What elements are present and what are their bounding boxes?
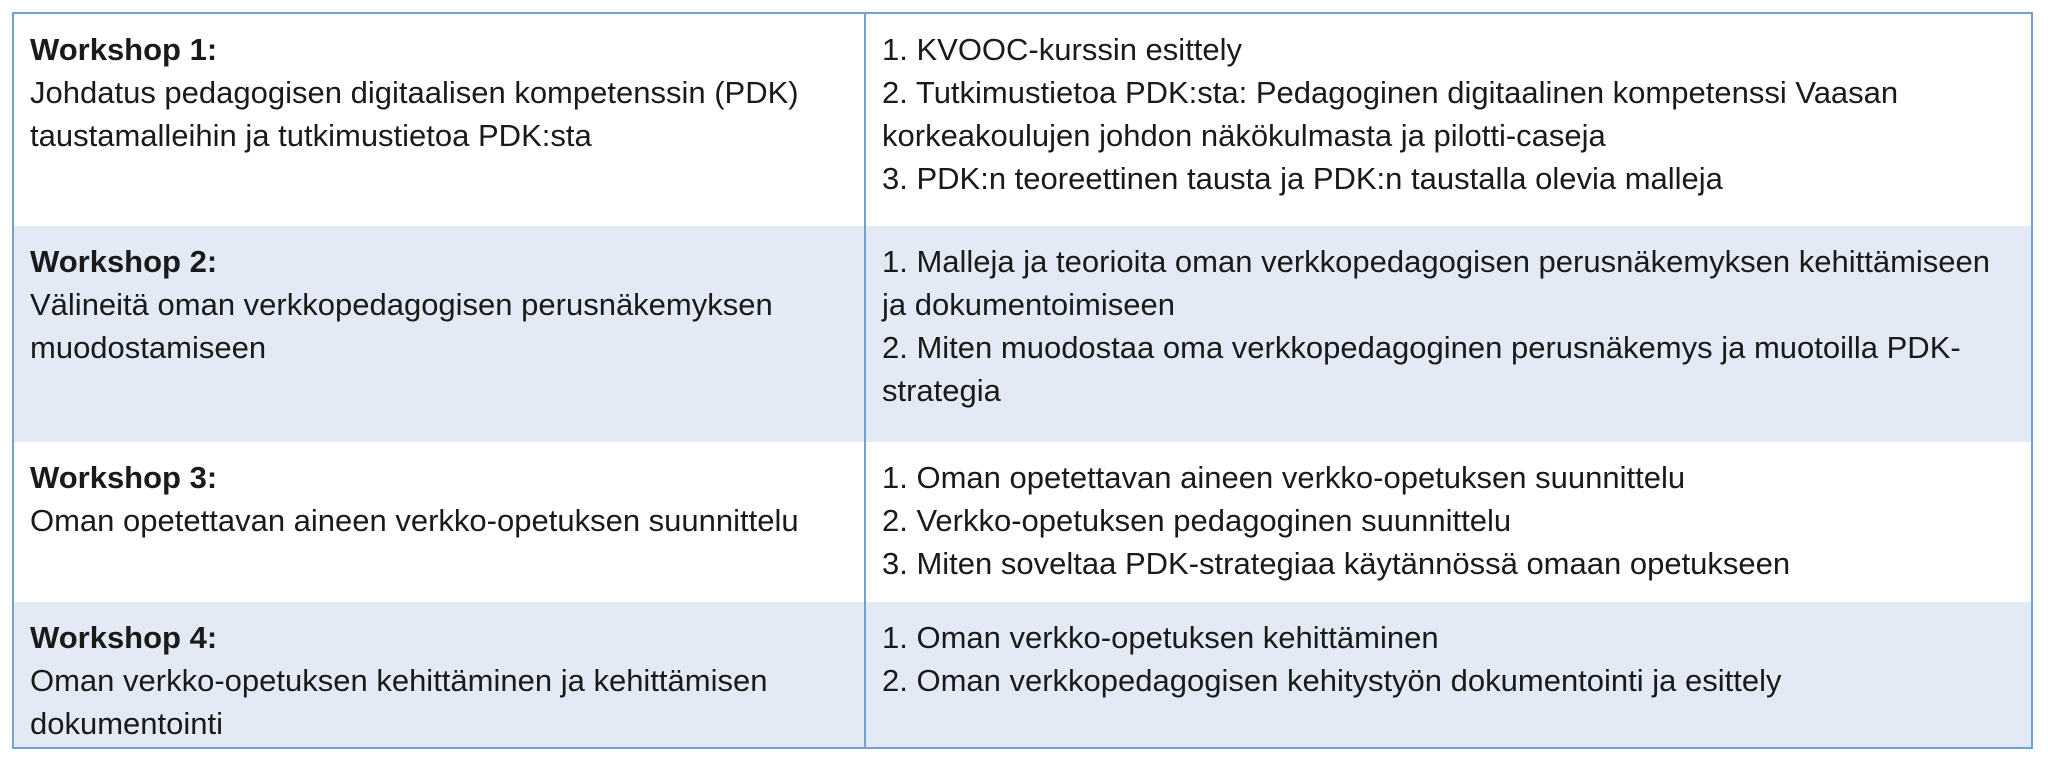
workshop-3-contents xyxy=(866,442,2031,602)
workshop-3-title: Workshop 3: xyxy=(30,460,218,495)
workshop-1-item-2: 2. Tutkimustietoa PDK:sta: Pedagoginen digitaalinen kompetenssi Vaasan korkeakoulujen johdon näkökulmasta ja pilotti-caseja xyxy=(882,75,1899,153)
workshop-3-description: Oman opetettavan aineen verkko-opetuksen suunnittelu xyxy=(30,503,799,538)
workshop-1-item-1: 1. KVOOC-kurssin esittely xyxy=(882,32,1243,67)
workshop-2-description: Välineitä oman verkkopedagogisen perusnäkemyksen muodostamiseen xyxy=(30,287,773,365)
workshop-2-item-1: 1. Malleja ja teorioita oman verkkopedagogisen perusnäkemyksen kehittämiseen ja dokumentoimiseen xyxy=(882,244,1991,322)
workshop-4-item-2: 2. Oman verkkopedagogisen kehitystyön dokumentointi ja esittely xyxy=(882,663,1782,698)
workshop-1-item-3: 3. PDK:n teoreettinen tausta ja PDK:n taustalla olevia malleja xyxy=(882,161,1723,196)
workshop-3-cell xyxy=(14,442,866,602)
workshop-2-title: Workshop 2: xyxy=(30,244,218,279)
workshop-table xyxy=(12,12,2033,749)
workshop-1-cell xyxy=(14,14,866,226)
workshop-4-contents xyxy=(866,602,2031,747)
workshop-1-contents xyxy=(866,14,2031,226)
workshop-1-description: Johdatus pedagogisen digitaalisen kompetenssin (PDK) taustamalleihin ja tutkimustietoa PDK:sta xyxy=(30,75,799,153)
workshop-3-item-2: 2. Verkko-opetuksen pedagoginen suunnittelu xyxy=(882,503,1512,538)
workshop-4-description: Oman verkko-opetuksen kehittäminen ja kehittämisen dokumentointi xyxy=(30,663,768,741)
workshop-2-item-2: 2. Miten muodostaa oma verkkopedagoginen perusnäkemys ja muotoilla PDK-strategia xyxy=(882,330,1961,408)
workshop-2-contents xyxy=(866,226,2031,442)
workshop-3-item-1: 1. Oman opetettavan aineen verkko-opetuksen suunnittelu xyxy=(882,460,1686,495)
workshop-4-title: Workshop 4: xyxy=(30,620,218,655)
workshop-1-title: Workshop 1: xyxy=(30,32,218,67)
workshop-2-cell xyxy=(14,226,866,442)
workshop-3-item-3: 3. Miten soveltaa PDK-strategiaa käytännössä omaan opetukseen xyxy=(882,546,1791,581)
workshop-4-cell xyxy=(14,602,866,747)
workshop-4-item-1: 1. Oman verkko-opetuksen kehittäminen xyxy=(882,620,1439,655)
